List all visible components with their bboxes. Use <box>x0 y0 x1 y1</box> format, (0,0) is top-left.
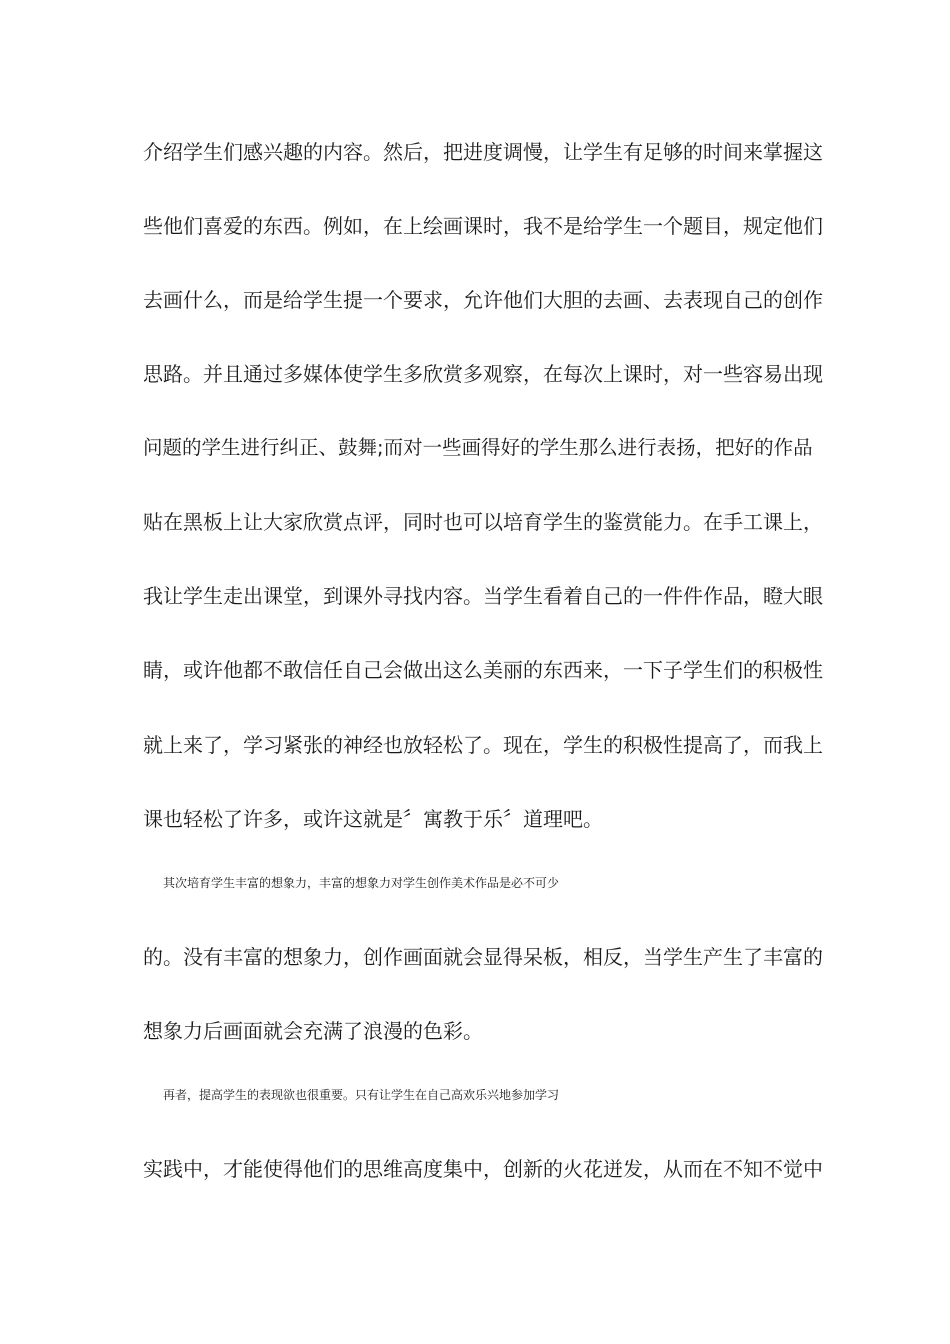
text-line-6: 贴在黑板上让大家欣赏点评，同时也可以培育学生的鉴赏能力。在手工课上， <box>143 510 823 534</box>
text-line-2: 些他们喜爱的东西。例如，在上绘画课时，我不是给学生一个题目，规定他们 <box>143 214 823 238</box>
text-line-5: 问题的学生进行纠正、鼓舞;而对一些画得好的学生那么进行表扬，把好的作品 <box>143 436 813 459</box>
text-line-11: 其次培育学生丰富的想象力，丰富的想象力对学生创作美术作品是必不可少 <box>163 876 560 890</box>
text-line-10: 课也轻松了许多，或许这就是〞寓教于乐〞道理吧。 <box>143 807 603 831</box>
text-line-9: 就上来了，学习紧张的神经也放轻松了。现在，学生的积极性提高了，而我上 <box>143 733 823 757</box>
text-line-8: 睛，或许他都不敢信任自己会做出这么美丽的东西来，一下子学生们的积极性 <box>143 658 823 682</box>
text-line-3: 去画什么，而是给学生提一个要求，允许他们大胆的去画、去表现自己的创作 <box>143 288 823 312</box>
text-line-4: 思路。并且通过多媒体使学生多欣赏多观察，在每次上课时，对一些容易出现 <box>143 362 823 386</box>
text-line-15: 实践中，才能使得他们的思维高度集中，创新的火花迸发，从而在不知不觉中 <box>143 1157 823 1181</box>
text-line-14: 再者，提高学生的表现欲也很重要。只有让学生在自己高欢乐兴地参加学习 <box>163 1088 560 1102</box>
text-line-12: 的。没有丰富的想象力，创作画面就会显得呆板，相反，当学生产生了丰富的 <box>143 945 823 969</box>
text-line-7: 我让学生走出课堂，到课外寻找内容。当学生看着自己的一件件作品，瞪大眼 <box>143 584 823 608</box>
text-line-1: 介绍学生们感兴趣的内容。然后，把进度调慢，让学生有足够的时间来掌握这 <box>143 140 823 164</box>
text-line-13: 想象力后画面就会充满了浪漫的色彩。 <box>143 1019 483 1043</box>
